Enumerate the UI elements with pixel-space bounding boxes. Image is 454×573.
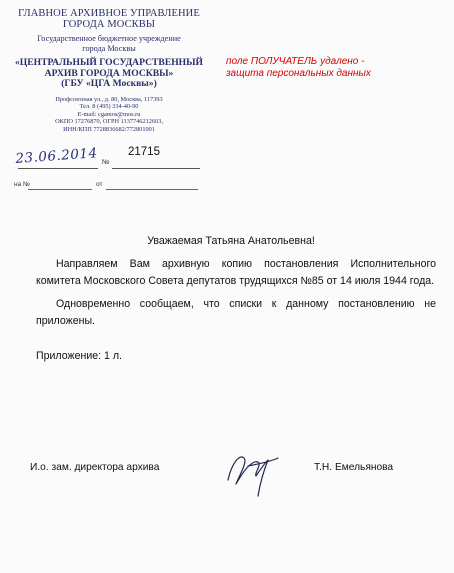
institution-type <box>14 34 204 53</box>
institution-line-2: города Москвы <box>82 43 136 53</box>
body-paragraph-2: Одновременно сообщаем, что списки к данному постановлению не приложены. <box>36 298 436 327</box>
handwritten-signature <box>218 440 284 500</box>
reference-from-label: от <box>96 181 103 188</box>
address-line: Профсоюзная ул., д. 80, Москва, 117393 <box>55 95 163 103</box>
outgoing-number: 21715 <box>128 146 160 158</box>
body-paragraph-1: Направляем Вам архивную копию постановления Исполнительного комитета Московского Совета депутатов трудящихся №85 от 14 июля 1944 года. <box>36 258 436 287</box>
archive-line-1: «ЦЕНТРАЛЬНЫЙ ГОСУДАРСТВЕННЫЙ <box>14 57 204 68</box>
phone-line: Тел. 8 (495) 334-40-90 <box>79 103 139 111</box>
reference-from-underline <box>106 189 198 190</box>
archive-name <box>14 58 204 90</box>
number-label: № <box>102 159 110 166</box>
email-line: E-mail: cgamos@mos.ru <box>77 110 141 118</box>
letterhead <box>14 8 204 133</box>
handwritten-date: 23.06.2014 <box>14 145 99 167</box>
signatory-name: Т.Н. Емельянова <box>314 462 394 473</box>
number-underline <box>112 168 200 169</box>
archive-line-2: АРХИВ ГОРОДА МОСКВЫ» <box>44 67 174 79</box>
date-underline <box>18 168 98 169</box>
reference-label: на № <box>14 181 30 188</box>
redaction-note-line-1: поле ПОЛУЧАТЕЛЬ удалено - <box>226 56 365 67</box>
appendix-line: Приложение: 1 л. <box>36 350 122 362</box>
archive-line-3: (ГБУ «ЦГА Москвы») <box>61 78 157 89</box>
ministry-line-2: ГОРОДА МОСКВЫ <box>62 19 156 30</box>
reference-underline <box>28 189 92 190</box>
institution-line-1: Государственное бюджетное учреждение <box>37 34 181 43</box>
redaction-note-line-2: защита персональных данных <box>226 68 371 79</box>
reference-line <box>14 181 201 191</box>
contact-details <box>14 96 204 134</box>
signatory-title: И.о. зам. директора архива <box>30 462 160 473</box>
okpo-ogrn-line: ОКПО 17276870, ОГРН 1137746212603, <box>55 118 163 126</box>
salutation: Уважаемая Татьяна Анатольевна! <box>147 235 315 247</box>
ministry-line-1: ГЛАВНОЕ АРХИВНОЕ УПРАВЛЕНИЕ <box>18 8 200 19</box>
ministry-name <box>14 8 204 30</box>
redaction-note <box>226 56 426 80</box>
inn-kpp-line: ИНН/КПП 7728836682/772801001 <box>63 125 155 133</box>
